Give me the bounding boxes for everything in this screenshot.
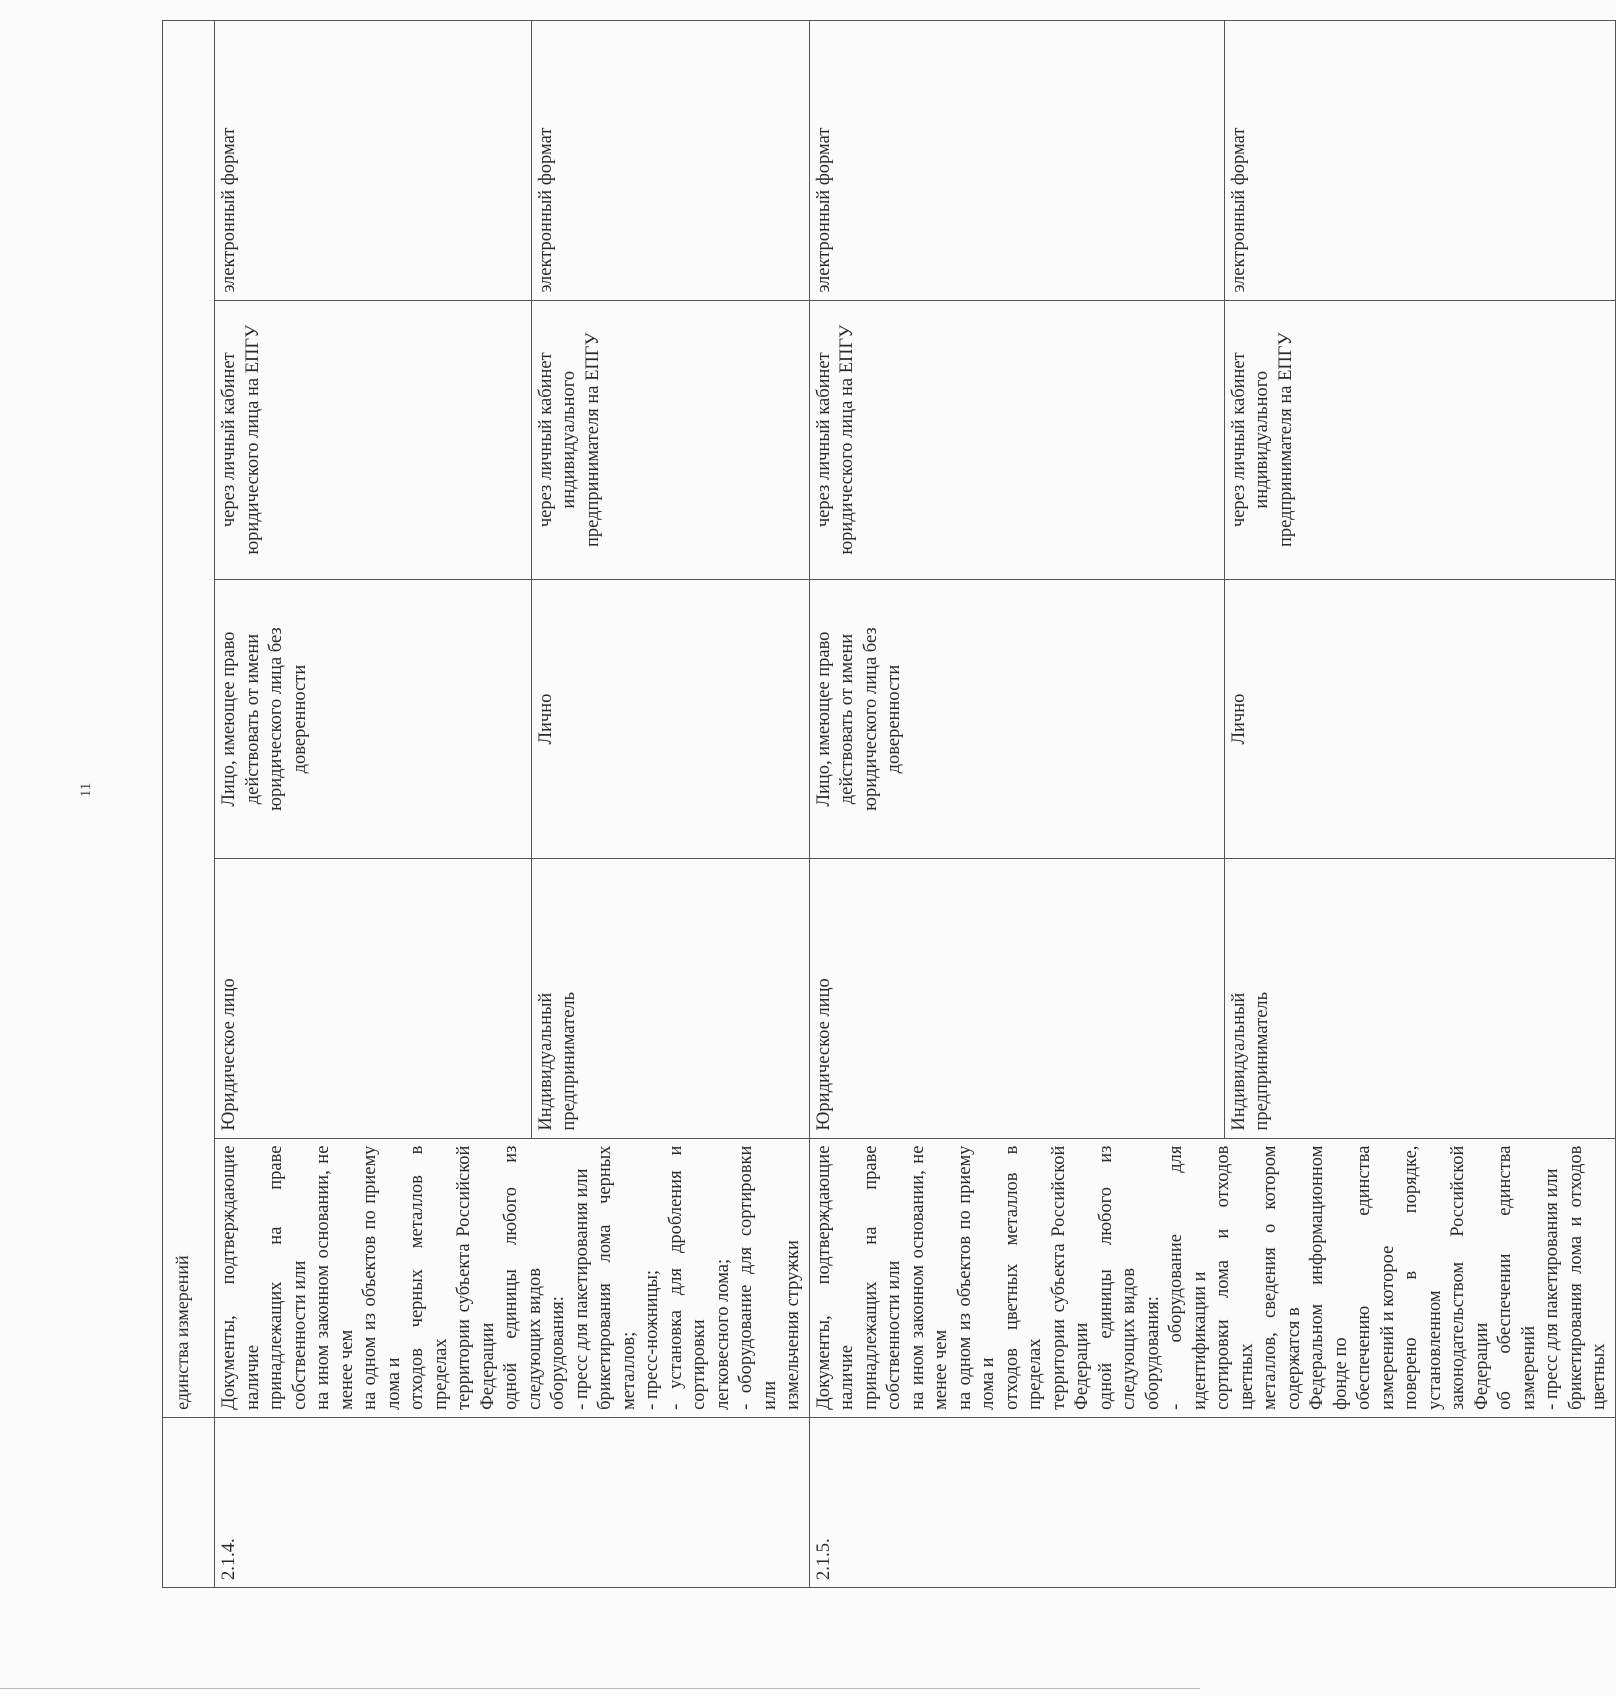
description-line: оборудования: [1142,1296,1163,1410]
description-line: металлов, сведения о котором содержатся в [1260,1145,1304,1410]
submission-method: через личный кабинет юридического лица на ЕПГУ [215,300,532,579]
description-line: - оборудование для сортировки или [736,1145,780,1410]
description-line: на ином законном основании, не менее чем [313,1145,357,1410]
applicant-type: Индивидуальный предприниматель [1224,859,1615,1138]
submission-method: через личный кабинет индивидуального предпринимателя на ЕПГУ [1224,300,1615,579]
description-line: об обеспечении единства измерений [1495,1145,1539,1410]
document-format: электронный формат [531,21,809,301]
description-line: Документы, подтверждающие наличие [813,1145,857,1410]
table-row [809,21,1224,1588]
description-line: - пресс-ножницы; [642,1269,662,1410]
description-line: измельчения стружки [783,1240,803,1410]
applicant-type: Юридическое лицо [809,859,1224,1138]
description-line: отходов цветных металлов в пределах [1001,1145,1045,1410]
scan-edge-divider [0,1688,1200,1689]
item-description [215,1138,810,1417]
table-row [215,21,532,1588]
page-number: 11 [78,782,94,798]
submitter: Лично [1224,579,1615,858]
description-line: законодательством Российской Федерации [1448,1145,1492,1410]
item-description [809,1138,1615,1417]
submission-method: через личный кабинет юридического лица на ЕПГУ [809,300,1224,579]
description-line: поверено в порядке, установленном [1401,1145,1445,1410]
description-line: брикетирования лома и отходов цветных [1565,1145,1609,1410]
description-line: - установка для дробления и сортировки [665,1145,709,1410]
description-line: легковесного лома; [712,1258,733,1410]
description-line: принадлежащих на праве собственности или [266,1145,310,1410]
item-number: 2.1.4. [215,1417,810,1587]
item-number: 2.1.5. [809,1417,1615,1587]
submitter: Лицо, имеющее право действовать от имени юридического лица без доверенности [809,579,1224,858]
description-line: на ином законном основании, не менее чем [907,1145,951,1410]
document-format: электронный формат [1224,21,1615,301]
description-line: - пресс для пакетирования или [571,1168,592,1410]
document-format: электронный формат [215,21,532,301]
applicant-type: Индивидуальный предприниматель [531,859,809,1138]
description-line: обеспечению единства измерений и которое [1354,1145,1398,1410]
description-line: на одном из объектов по приему лома и [954,1145,998,1410]
description-line: на одном из объектов по приему лома и [360,1145,404,1410]
description-line: сортировки лома и отходов цветных [1213,1145,1257,1410]
description-line: принадлежащих на праве собственности или [860,1145,904,1410]
description-line: одной единицы любого из следующих видов [1095,1145,1139,1410]
description-line: отходов черных металлов в пределах [407,1145,451,1410]
description-line: Федеральном информационном фонде по [1307,1145,1351,1410]
description-line: территории субъекта Российской Федерации [454,1145,498,1410]
table-header-row [163,21,215,1588]
document-table [162,20,1616,1588]
description-line: брикетирования лома черных металлов; [595,1145,639,1410]
submitter: Лицо, имеющее право действовать от имени юридического лица без доверенности [215,579,532,858]
submitter: Лично [531,579,809,858]
description-line: территории субъекта Российской Федерации [1048,1145,1092,1410]
header-text-cell: единства измерений [163,21,215,1418]
header-number-cell [163,1417,215,1587]
description-line: одной единицы любого из следующих видов [501,1145,545,1410]
rotated-table-container [162,20,1609,1588]
description-line: Документы, подтверждающие наличие [219,1145,263,1410]
description-line: оборудования: [548,1296,568,1410]
document-format: электронный формат [809,21,1224,301]
submission-method: через личный кабинет индивидуального предпринимателя на ЕПГУ [531,300,809,579]
description-line: - оборудование для идентификации и [1166,1145,1210,1410]
applicant-type: Юридическое лицо [215,859,532,1138]
description-line: - пресс для пакетирования или [1542,1168,1562,1410]
